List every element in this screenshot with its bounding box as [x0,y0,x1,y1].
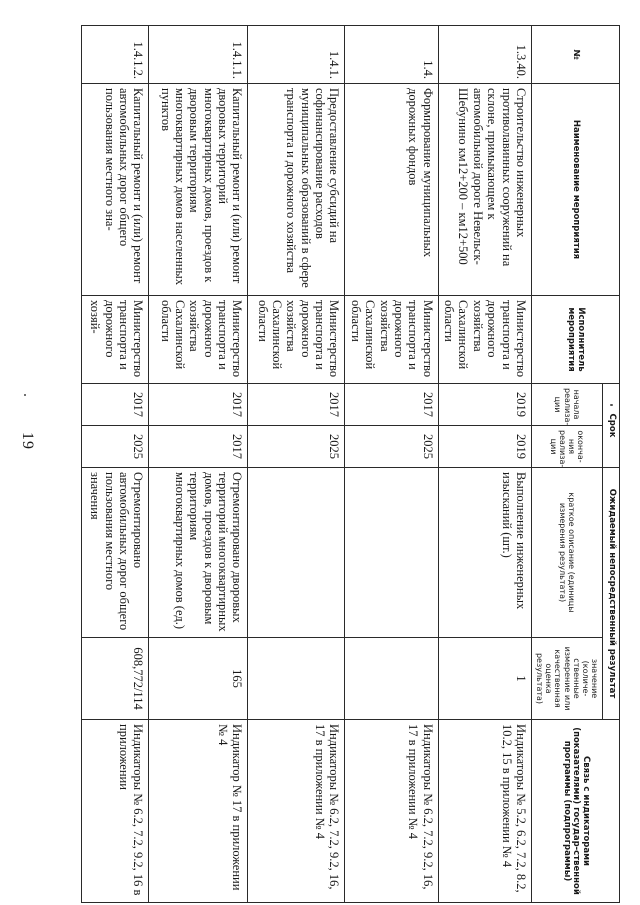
row-result-value [248,638,345,720]
row-start-year: 2017 [149,384,248,426]
header-num: № [531,26,619,84]
row-end-year: 2025 [345,426,438,468]
row-executor: Министерство транспорта и дорожного хозяй- [82,296,149,384]
row-name: Строительство инженерных противолавинных сооружений на склоне, примыкающем к автомобильной дороге Невельск-Шебунино км12+200 – км12+500 [438,84,531,296]
row-name: Капитальный ремонт и (или) ремонт дворовых территорий многоквартирных домов, проездов к дворовым территориям многоквартирных домов населенных пунктов [149,84,248,296]
row-name: Капитальный ремонт и (или) ремонт автомобильных дорог общего пользования местного зна- [82,84,149,296]
row-result-desc: Отремонтировано дворовых территорий многоквартирных домов, проездов к дворовым территориям многоквартирных домов (ед.) [149,468,248,638]
measures-table [81,25,620,903]
row-result-desc: Выполнение инженерных изысканий (шт.) [438,468,531,638]
row-num: 1.3.40. [438,26,531,84]
row-name: Предоставление субсидий на софинансирование расходов муниципальных образований в сфере транспорта и дорожного хозяйства [248,84,345,296]
row-result-value: 608,772/114 [82,638,149,720]
row-executor: Министерство транспорта и дорожного хозяйства Сахалинской области [345,296,438,384]
table-row [345,26,438,903]
row-link: Индикатор № 17 в приложении № 4 [149,720,248,903]
row-executor: Министерство транспорта и дорожного хозяйства Сахалинской области [248,296,345,384]
row-result-desc [248,468,345,638]
row-executor: Министерство транспорта и дорожного хозяйства Сахалинской области [438,296,531,384]
row-link: Индикаторы № 6.2, 7.2, 9.2, 16, 17 в приложении № 4 [248,720,345,903]
header-result: Ожидаемый непосредственный результат [603,468,620,720]
row-start-year: 2017 [345,384,438,426]
row-name: Формирование муниципальных дорожных фондов [345,84,438,296]
header-link: Связь с индикаторами (показателями) государ-ственной программы (подпрограммы) [531,720,619,903]
table-row [438,26,531,903]
rotated-table-frame [85,25,620,902]
page-number: 19 [19,432,36,450]
table-row [248,26,345,903]
table-row [149,26,248,903]
row-result-value: 1 [438,638,531,720]
row-start-year: 2017 [82,384,149,426]
header-result-desc: краткое описание (единицы измерения результата) [531,468,602,638]
row-end-year: 2025 [248,426,345,468]
row-start-year: 2019 [438,384,531,426]
scan-speck [24,394,26,396]
row-link: Индикаторы № 5.2, 6.2, 7.2, 8.2, 10.2, 15 в приложении № 4 [438,720,531,903]
header-name: Наименование мероприятия [531,84,619,296]
row-result-value [345,638,438,720]
row-start-year: 2017 [248,384,345,426]
header-term: Срок [603,384,620,468]
row-link: Индикаторы № 6.2, 7.2, 9.2, 16, 17 в приложении № 4 [345,720,438,903]
row-result-value: 165 [149,638,248,720]
row-end-year: 2019 [438,426,531,468]
row-num: 1.4. [345,26,438,84]
row-executor: Министерство транспорта и дорожного хозяйства Сахалинской области [149,296,248,384]
row-num: 1.4.1.1. [149,26,248,84]
row-num: 1.4.1. [248,26,345,84]
header-term-end: оконча-ния реализа-ции [531,426,602,468]
header-term-start: начала реализа-ции [531,384,602,426]
row-link: Индикаторы № 6.2, 7.2, 9.2, 16 в приложении [82,720,149,903]
table-row [82,26,149,903]
row-result-desc [345,468,438,638]
row-result-desc: Отремонтировано автомобильных дорог общего пользования местного значения [82,468,149,638]
row-end-year: 2025 [82,426,149,468]
header-executor: Исполнитель мероприятия [531,296,619,384]
row-num: 1.4.1.2. [82,26,149,84]
header-result-value: значение (количе-ственные измерение или качественная оценка результата) [531,638,602,720]
row-end-year: 2017 [149,426,248,468]
